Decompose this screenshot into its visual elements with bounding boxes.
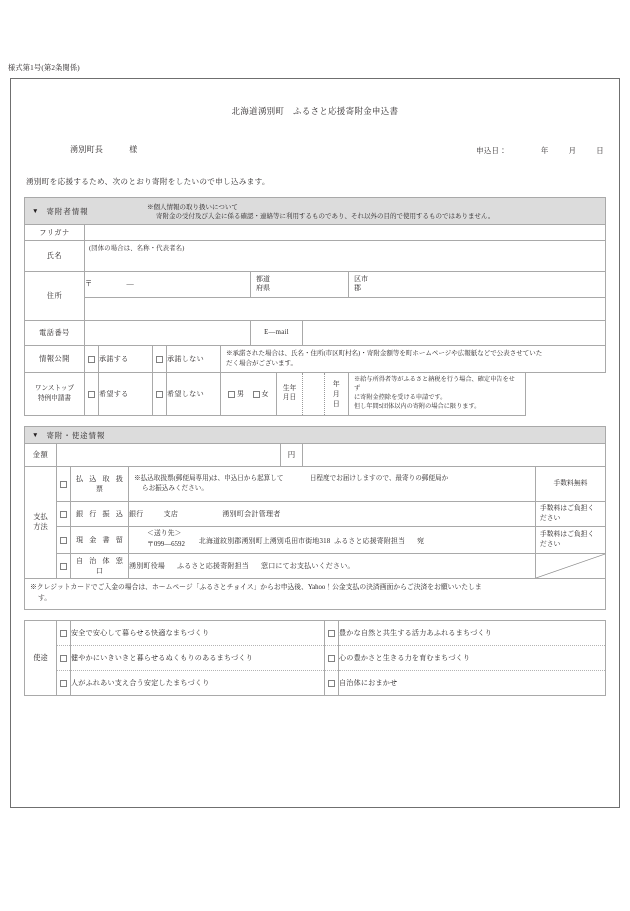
- gender-male-label: 男: [237, 389, 245, 398]
- credit-card-note-line1: ※クレジットカードでご入金の場合は、ホームページ「ふるさとチョイス」からお申込後、Yahoo！公金支払の決済画面からご決済をお願いいたしま: [30, 584, 482, 592]
- birthdate-label-line2: 月日: [282, 393, 297, 401]
- checkbox-icon: [328, 680, 335, 687]
- donation-section-header: [25, 426, 606, 443]
- donor-section-title: 寄附者情報: [46, 207, 89, 216]
- usage-option-4-checkbox[interactable]: [57, 670, 71, 695]
- privacy-note-line1: ※個人情報の取り扱いについて: [147, 204, 238, 211]
- zip-mark-icon: 〒: [85, 280, 93, 289]
- email-input[interactable]: [303, 320, 606, 345]
- donation-section-header-row: [25, 426, 606, 443]
- checkbox-icon: [328, 655, 335, 662]
- usage-table: [24, 620, 606, 696]
- disclosure-label: 情報公開: [25, 345, 85, 372]
- furigana-row: [25, 225, 606, 241]
- gender-female-label: 女: [261, 389, 269, 398]
- counter-department: ふるさと応援寄附担当: [177, 561, 249, 570]
- disclosure-no-checkbox[interactable]: [153, 345, 167, 372]
- checkbox-icon: [60, 563, 67, 570]
- onestop-row: [25, 372, 606, 415]
- disclosure-no-label: 承諾しない: [167, 345, 221, 372]
- prefecture-input[interactable]: [251, 272, 349, 298]
- donor-section-title-wrap: [25, 202, 147, 217]
- donation-section-title-wrap: [25, 430, 147, 441]
- payment-furikomi-name: 払 込 取 扱 票: [71, 466, 129, 501]
- payment-cash-fee-line1: 手数料はご負担く: [539, 530, 595, 538]
- checkbox-icon: [88, 391, 95, 398]
- amount-label: 金額: [25, 443, 57, 466]
- usage-row-1: [25, 620, 606, 645]
- birthdate-month: 月: [332, 389, 341, 398]
- payment-row-bank: [25, 501, 606, 526]
- donor-info-table: [24, 197, 606, 416]
- phone-email-row: [25, 320, 606, 345]
- zip-dash: ―: [126, 280, 134, 289]
- form-inner-content: [24, 91, 606, 797]
- checkbox-icon: [60, 630, 67, 637]
- onestop-no-checkbox[interactable]: [153, 372, 167, 415]
- onestop-note-line2: に寄附金控除を受ける申請です。: [354, 393, 447, 401]
- bank-field-label: 銀行: [129, 509, 144, 518]
- payment-cash-checkbox[interactable]: [57, 526, 71, 553]
- apply-date-day: 日: [596, 146, 604, 155]
- usage-option-3-checkbox[interactable]: [325, 645, 339, 670]
- disclosure-yes-checkbox[interactable]: [85, 345, 99, 372]
- form-number: 様式第1号(第2条関係): [8, 64, 80, 72]
- payment-label-line2: 方法: [33, 523, 48, 532]
- checkbox-icon: [88, 356, 95, 363]
- disclosure-yes-label: 承諾する: [99, 345, 153, 372]
- checkbox-icon: [60, 481, 67, 488]
- birthdate-label-line1: 生年: [282, 385, 297, 393]
- payment-counter-checkbox[interactable]: [57, 553, 71, 578]
- apply-date-year: 年: [540, 146, 549, 155]
- disclosure-note-line2: だく場合がございます。: [226, 359, 297, 367]
- checkbox-icon: [228, 391, 235, 398]
- account-holder: 湧別町会計管理者: [222, 509, 281, 518]
- address-detail-input[interactable]: [85, 297, 606, 320]
- address-row-1: [25, 272, 606, 298]
- payment-cash-fee-line2: ださい: [539, 540, 561, 548]
- payment-furikomi-fee: 手数料無料: [535, 466, 605, 501]
- payment-method-label: [25, 466, 57, 578]
- checkbox-icon: [156, 391, 163, 398]
- checkbox-icon: [253, 391, 260, 398]
- payment-row-counter: [25, 553, 606, 578]
- addressee-block: [70, 144, 138, 155]
- usage-option-5-label: 自治体におまかせ: [339, 670, 606, 695]
- donation-info-table: [24, 426, 606, 610]
- credit-card-note: [25, 578, 606, 609]
- disclosure-note: [221, 345, 606, 372]
- disclosure-row: [25, 345, 606, 372]
- onestop-yes-checkbox[interactable]: [85, 372, 99, 415]
- payment-furikomi-checkbox[interactable]: [57, 466, 71, 501]
- gender-female-option[interactable]: [253, 389, 270, 399]
- furigana-input[interactable]: [85, 225, 606, 241]
- amount-input[interactable]: [57, 443, 281, 466]
- form-outer-frame: [10, 78, 620, 808]
- counter-instruction: 窓口にてお支払いください。: [261, 561, 355, 570]
- address-row-2: [25, 297, 606, 320]
- onestop-no-label: 希望しない: [167, 372, 221, 415]
- addressee-name: 湧別町長: [70, 145, 104, 154]
- payment-bank-checkbox[interactable]: [57, 501, 71, 526]
- furigana-label: フリガナ: [25, 225, 85, 241]
- usage-option-2-checkbox[interactable]: [57, 645, 71, 670]
- usage-option-2-label: 健やかにいきいきと暮らせるぬくもりのあるまちづくり: [71, 645, 325, 670]
- payment-bank-fee-line2: ださい: [539, 514, 561, 522]
- donor-section-header-row: [25, 198, 606, 225]
- donor-section-header: [25, 198, 606, 225]
- payment-bank-detail[interactable]: [129, 501, 536, 526]
- amount-row: [25, 443, 606, 466]
- amount-trailing-cell: [303, 443, 606, 466]
- payment-cash-detail: [129, 526, 536, 553]
- triangle-icon: ▼: [32, 208, 40, 215]
- usage-option-4-label: 人がふれあい支え合う安定したまちづくり: [71, 670, 325, 695]
- send-to-label: ＜送り先＞: [147, 530, 182, 538]
- payment-counter-fee-na: [535, 553, 605, 578]
- payment-label-line1: 支払: [33, 513, 48, 522]
- counter-office: 湧別町役場: [129, 561, 165, 570]
- onestop-note-line3: 但し年間5団体以内の寄附の場合に限ります。: [354, 402, 481, 410]
- page-title: 北海道湧別町 ふるさと応援寄附金申込書: [231, 107, 399, 116]
- zip-input[interactable]: [85, 272, 251, 298]
- name-input[interactable]: [85, 241, 606, 272]
- checkbox-icon: [328, 630, 335, 637]
- send-to-department: ふるさと応援寄附担当: [334, 537, 406, 545]
- payment-bank-fee-line1: 手数料はご負担く: [539, 504, 595, 512]
- yen-unit-label: 円: [281, 443, 303, 466]
- payment-furikomi-desc-line2: らお振込みください。: [142, 484, 208, 492]
- usage-option-0-checkbox[interactable]: [57, 620, 71, 645]
- usage-option-5-checkbox[interactable]: [325, 670, 339, 695]
- payment-row-cash: [25, 526, 606, 553]
- name-row: [25, 241, 606, 272]
- send-to-ate: 宛: [417, 537, 425, 545]
- payment-cash-fee: [535, 526, 605, 553]
- send-to-block: [147, 529, 185, 550]
- usage-option-1-checkbox[interactable]: [325, 620, 339, 645]
- payment-furikomi-desc-line1: ※払込取扱票(郵便局専用)は、申込日から起算して 日程度でお届けしますので、最寄りの郵便局か: [134, 474, 449, 482]
- usage-option-3-label: 心の豊かさと生きる力を育むまちづくり: [339, 645, 606, 670]
- payment-counter-detail: [129, 553, 536, 578]
- lead-paragraph: 湧別町を応援するため、次のとおり寄附をしたいので申し込みます。: [26, 177, 270, 186]
- phone-input[interactable]: [85, 320, 251, 345]
- prefecture-label-line1: 都道: [256, 275, 270, 283]
- onestop-label: [25, 372, 85, 415]
- addressee-row: [24, 144, 606, 158]
- checkbox-icon: [60, 655, 67, 662]
- addressee-honorific: 様: [129, 145, 138, 154]
- onestop-note: [349, 372, 526, 415]
- checkbox-icon: [60, 680, 67, 687]
- usage-label: 使途: [25, 620, 57, 695]
- triangle-icon: ▼: [32, 431, 40, 439]
- disclosure-note-line1: ※承諾された場合は、氏名・住所(市区町村名)・寄附金額等を町ホームページや広報紙などで公表させていた: [226, 350, 543, 358]
- apply-date-label: 申込日：: [476, 146, 507, 155]
- send-to-zip: 〒099―6592: [147, 540, 185, 548]
- send-to-address-block: [185, 535, 424, 545]
- privacy-note-line2: 寄附金の受付及び入金に係る確認・連絡等に利用するものであり、それ以外の目的で使用するものではありません。: [156, 213, 495, 221]
- city-label-line1: 区市: [354, 275, 368, 283]
- payment-furikomi-desc: [129, 466, 536, 501]
- city-input[interactable]: [349, 272, 606, 298]
- birthdate-era-input[interactable]: [303, 372, 325, 415]
- gender-select[interactable]: [221, 372, 277, 415]
- name-label: 氏名: [25, 241, 85, 272]
- payment-bank-fee: [535, 501, 605, 526]
- phone-label: 電話番号: [25, 320, 85, 345]
- payment-counter-name: 自 治 体 窓 口: [71, 553, 129, 578]
- apply-date-field[interactable]: [476, 145, 604, 156]
- onestop-note-line1: ※給与所得者等がふるさと納税を行う場合、確定申告をせず: [354, 375, 515, 392]
- checkbox-icon: [60, 511, 67, 518]
- donation-section-title: 寄附・使途情報: [46, 430, 106, 440]
- usage-option-0-label: 安全で安心して暮らせる快適なまちづくり: [71, 620, 325, 645]
- name-note: (団体の場合は、名称・代表者名): [89, 245, 185, 252]
- checkbox-icon: [156, 356, 163, 363]
- gender-male-option[interactable]: [228, 389, 245, 399]
- prefecture-label-line2: 府県: [256, 284, 270, 293]
- onestop-yes-label: 希望する: [99, 372, 153, 415]
- city-label-line2: 郡: [354, 284, 361, 293]
- payment-bank-name: 銀 行 振 込: [71, 501, 129, 526]
- checkbox-icon: [60, 537, 67, 544]
- send-to-address: 北海道紋別郡湧別町上湧別屯田市街地318: [198, 537, 331, 545]
- apply-date-month: 月: [568, 146, 577, 155]
- email-label: E―mail: [251, 320, 303, 345]
- branch-field-label: 支店: [163, 509, 179, 518]
- usage-row-3: [25, 670, 606, 695]
- payment-cash-name: 現 金 書 留: [71, 526, 129, 553]
- credit-card-note-row: [25, 578, 606, 609]
- onestop-label-line1: ワンストップ: [34, 385, 75, 393]
- birthdate-year: 年: [332, 379, 341, 388]
- birthdate-day: 日: [332, 399, 341, 408]
- usage-row-2: [25, 645, 606, 670]
- birthdate-input[interactable]: [325, 372, 349, 415]
- payment-row-furikomi: [25, 466, 606, 501]
- address-label: 住所: [25, 272, 85, 321]
- credit-card-note-line2: す。: [38, 594, 52, 602]
- birthdate-label: [277, 372, 303, 415]
- usage-option-1-label: 豊かな自然と共生する活力あふれるまちづくり: [339, 620, 606, 645]
- privacy-note: [147, 202, 605, 222]
- onestop-label-line2: 特例申請書: [38, 394, 71, 402]
